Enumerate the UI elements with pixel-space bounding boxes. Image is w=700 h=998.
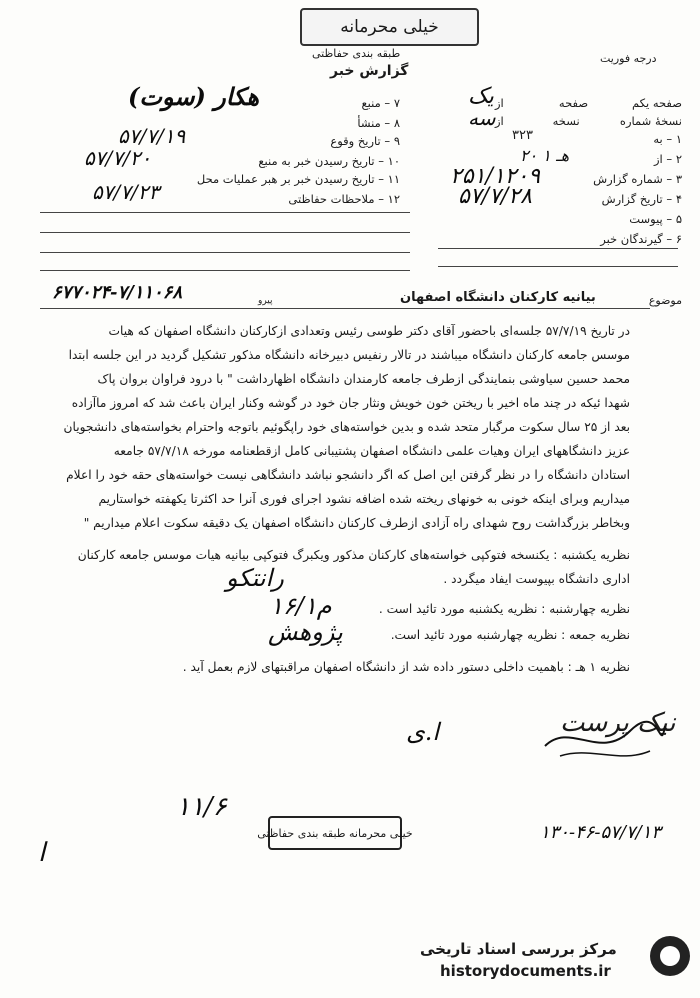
body-line-10: نظریه یکشنبه : یکنسخه فتوکپی خواسته‌های کارکنان مذکور ویکبرگ فتوکپی بیانیه هیات موسس جامعه کارکنان bbox=[77, 548, 630, 562]
body-line-8: میداریم وبرای اینکه خونی به خونهای ریخته شده اضافه نشود اجرای فوری آنرا حد اکثرتا یکهفته خواستاریم bbox=[98, 492, 630, 506]
field-to-source-hand: ۵۷/۷/۲۰ bbox=[84, 146, 152, 170]
field-page-label: صفحه یکم bbox=[631, 96, 682, 110]
body-line-13: نظریه جمعه : نظریه چهارشنبه مورد تائید است. bbox=[390, 628, 630, 642]
field-to-source-label: ۱۰ – تاریخ رسیدن خبر به منبع bbox=[258, 154, 400, 168]
field-report-no-label: ۳ – شماره گزارش bbox=[593, 172, 682, 186]
bottom-stamp-text: خیلی محرمانه طبقه بندی حفاظتی bbox=[257, 826, 413, 840]
hand-annotation-mid: ا.ی bbox=[406, 718, 440, 746]
hand-annotation-left-bottom: ۱۱/۶ bbox=[176, 792, 227, 822]
body-line-2: موسس جامعه کارکنان دانشگاه میباشند در تالار رنفیس دبیرخانه دانشگاه مذکور تشکیل گردید در این جلسه ابتدا bbox=[68, 348, 630, 362]
subject-text: بیانیه کارکنان دانشگاه اصفهان bbox=[400, 290, 596, 305]
field-to-ops-label: ۱۱ – تاریخ رسیدن خبر بر هبر عملیات محل bbox=[196, 172, 400, 186]
hand-annotation-yekshanbe: رانتکو bbox=[226, 564, 284, 592]
body-line-1: در تاریخ ۵۷/۷/۱۹ جلسه‌ای باحضور آقای دکتر طوسی رئیس وتعدادی ازکارکنان دانشگاه اصفهان که هیات bbox=[108, 324, 630, 338]
subject-hand-word: پیرو bbox=[258, 296, 273, 306]
field-to-label: ۱ – به bbox=[653, 132, 682, 146]
signature-scribble-icon bbox=[540, 716, 670, 766]
urgency-label: درجه فوریت bbox=[600, 52, 657, 65]
body-line-7: استادان دانشگاه را در نظر گرفتن این اصل که اگر دانشجو نباشد دانشگاهی نیست خواسته‌های حقه خود را اعلام bbox=[66, 468, 630, 482]
field-origin-label: ۸ – منشأ bbox=[357, 116, 400, 130]
field-report-date-hand: ۵۷/۷/۲۸ bbox=[458, 184, 532, 209]
body-line-6: عزیز دانشگاههای ایران وهیات علمی دانشگاه اصفهان پشتیبانی کامل ازقطعنامه مورخه ۵۷/۷/۱۸ جامعه bbox=[113, 444, 630, 458]
field-copy-hand: سه bbox=[468, 106, 496, 130]
body-line-3: محمد حسین سیاوشی بنمایندگی ازطرف جامعه کارمندان دانشگاه اظهارداشت " با درود فراوان بروان پاک bbox=[97, 372, 630, 386]
field-occurrence-hand: ۵۷/۷/۱۹ bbox=[118, 124, 186, 148]
field-occurrence-label: ۹ – تاریخ وقوع bbox=[330, 134, 400, 148]
footer-site-name: مرکز بررسی اسناد تاریخی bbox=[420, 940, 617, 958]
bottom-classification-stamp bbox=[257, 816, 413, 850]
field-security-notes-hand: ۵۷/۷/۲۳ bbox=[92, 180, 160, 204]
field-page-right-end: صفحه bbox=[558, 96, 589, 110]
field-copy-right-end: نسخه bbox=[552, 114, 580, 128]
rule-right-1 bbox=[438, 248, 678, 249]
subject-label: موضوع bbox=[648, 294, 682, 307]
bottom-reference-number: ۱۳۰-۴۶-۵۷/۷/۱۳ bbox=[540, 822, 661, 843]
field-page bbox=[422, 96, 682, 110]
field-attachment-label: ۵ – پیوست bbox=[629, 212, 682, 226]
signature: نیک پرست bbox=[560, 708, 676, 738]
body-line-12: نظریه چهارشنبه : نظریه یکشنبه مورد تائید است . bbox=[378, 602, 630, 616]
body-line-14: نظریه ۱ هـ : باهمیت داخلی دستور داده شد از دانشگاه اصفهان مراقبتهای لازم بعمل آید . bbox=[182, 660, 630, 674]
field-source-label: ۷ – منبع bbox=[361, 96, 400, 110]
field-from-hand: ۲۰ هـ ۱ bbox=[520, 146, 570, 165]
hand-annotation-corner: ا bbox=[38, 838, 46, 868]
field-recipients-label: ۶ – گیرندگان خبر bbox=[600, 232, 682, 246]
rule-right-2 bbox=[438, 266, 678, 267]
field-page-mid: از bbox=[495, 96, 504, 110]
rule-left-3 bbox=[40, 252, 410, 253]
history-documents-logo-icon bbox=[650, 936, 690, 976]
body-line-11: اداری دانشگاه بپیوست ایفاد میگردد . bbox=[443, 572, 630, 586]
subject-rule bbox=[40, 308, 650, 309]
top-stamp-text: خیلی محرمانه bbox=[340, 17, 439, 37]
report-title: گزارش خبر bbox=[330, 63, 409, 79]
field-report-date-label: ۴ – تاریخ گزارش bbox=[601, 192, 682, 206]
field-to-hand: ۳۲۳ bbox=[512, 128, 533, 143]
body-line-9: وبخاطر بزرگداشت روح شهدای راه آزادی ازطرف کارکنان دانشگاه اصفهان یک دقیقه سکوت اعلام میداریم " bbox=[83, 516, 630, 530]
top-classification-stamp bbox=[300, 8, 479, 46]
classification-label: طبقه بندی حفاظتی bbox=[312, 47, 401, 60]
field-page-hand: یک bbox=[468, 84, 494, 109]
body-line-4: شهدا ئیکه در چند ماه اخیر با ریختن خون خویش ونثار جان خود در گوشه وکنار ایران باعث شد که امروز ماآزاده bbox=[71, 396, 630, 410]
field-from-label: ۲ – از bbox=[654, 152, 682, 166]
field-security-notes-label: ۱۲ – ملاحظات حفاظتی bbox=[288, 192, 400, 206]
body-line-5: بعد از ۲۵ سال سکوت مرگبار متحد شده و بدین خواسته‌های خود راپگوئیم باتوجه واحترام بخواسته‌های دانشجویان bbox=[63, 420, 630, 434]
field-source-hand: هکار (سوت) bbox=[128, 82, 259, 111]
subject-hand-number: ۶۷۷۰۲۴-۷/۱۱۰۶۸ bbox=[52, 282, 183, 303]
rule-left-1 bbox=[40, 212, 410, 213]
footer-site-url: historydocuments.ir bbox=[440, 962, 611, 980]
field-copy bbox=[422, 114, 682, 128]
hand-annotation-jome: پژوهش bbox=[268, 618, 343, 646]
hand-annotation-chaharshanbe: ۱۶/۱م bbox=[270, 592, 332, 620]
rule-left-4 bbox=[40, 270, 410, 271]
rule-left-2 bbox=[40, 232, 410, 233]
field-copy-mid: از bbox=[495, 114, 504, 128]
field-copy-label: نسخهٔ شماره bbox=[619, 114, 682, 128]
field-report-no-hand: ۲۵۱/۱۲۰۹ bbox=[450, 164, 541, 189]
